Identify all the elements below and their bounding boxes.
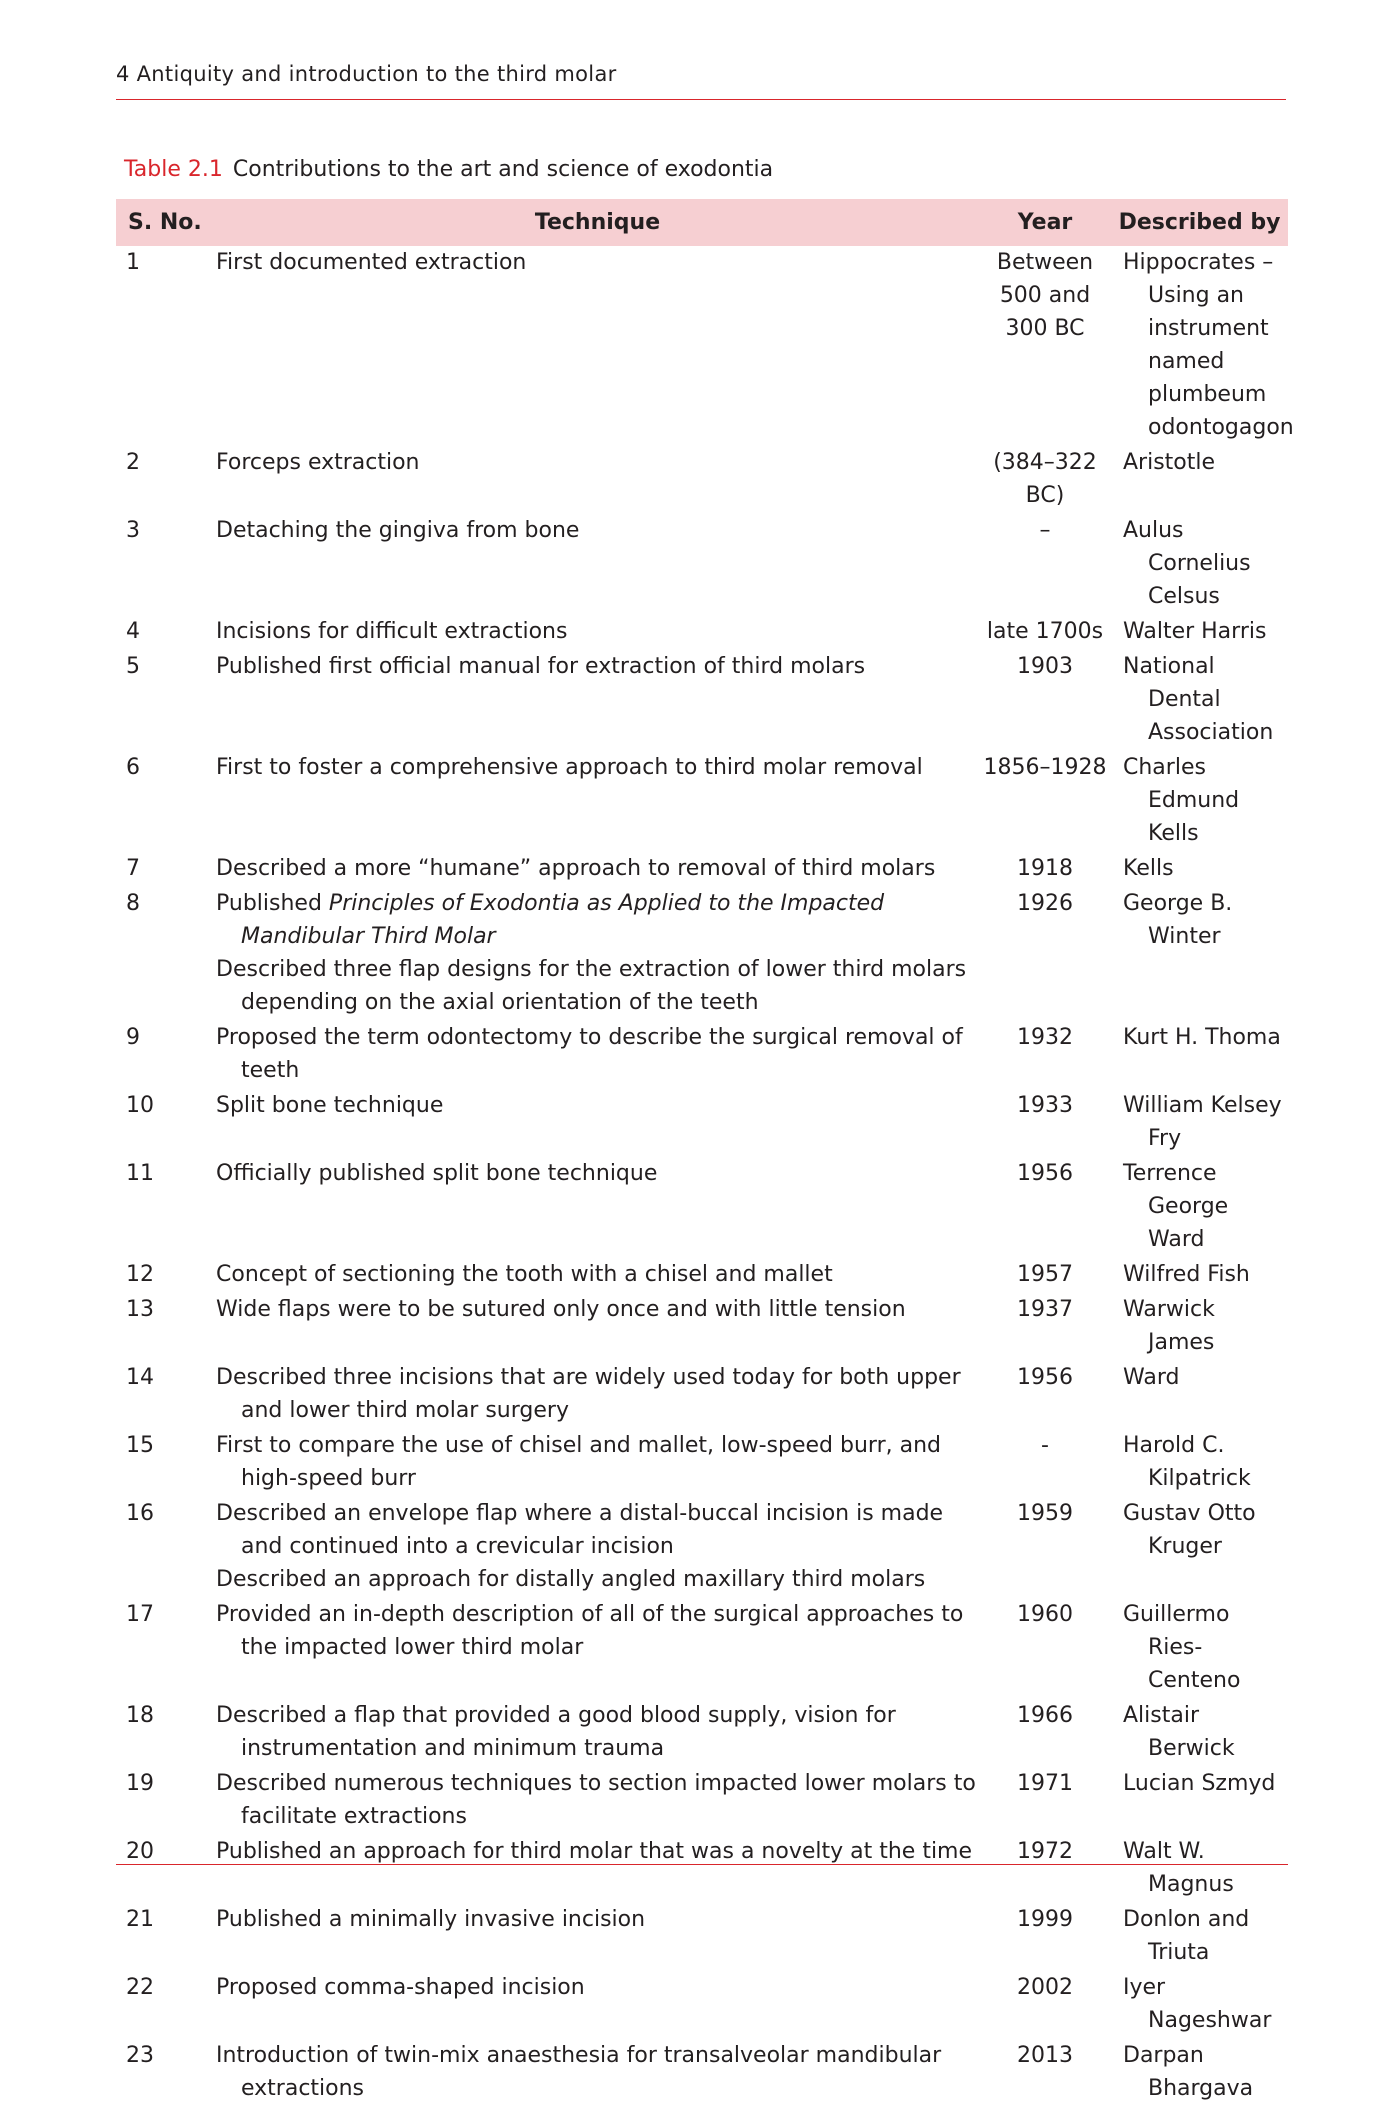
technique-text: Published a minimally invasive incision	[216, 1907, 646, 1932]
technique-text: Concept of sectioning the tooth with a chisel and mallet	[216, 1262, 833, 1287]
described-by-text: Walt W. Magnus	[1123, 1839, 1234, 1897]
table-row	[116, 1429, 1288, 1497]
described-by-cell	[1111, 1021, 1288, 1089]
year-cell: 1932	[1017, 1025, 1073, 1050]
described-by-text: Alistair Berwick	[1123, 1703, 1235, 1761]
described-by-cell	[1111, 1835, 1288, 1903]
technique-cell	[216, 246, 979, 446]
technique-text: Forceps extraction	[216, 450, 420, 475]
technique-cell	[216, 446, 979, 514]
technique-text: Described three incisions that are widely used today for both upper and lower third molar surgery	[216, 1365, 961, 1423]
table-row	[116, 650, 1288, 751]
row-number: 17	[126, 1602, 154, 1627]
described-by-cell	[1111, 615, 1288, 650]
described-by-text: Wilfred Fish	[1123, 1262, 1250, 1287]
row-number: 21	[126, 1907, 154, 1932]
described-by-text: Iyer Nageshwar	[1123, 1975, 1272, 2033]
described-by-cell	[1111, 887, 1288, 1021]
technique-text: Described an approach for distally angled maxillary third molars	[216, 1567, 926, 1592]
described-by-cell	[1111, 1971, 1288, 2039]
table-row	[116, 852, 1288, 887]
described-by-cell	[1111, 514, 1288, 615]
book-title: Principles of Exodontia as Applied to the Impacted Mandibular Third Molar	[241, 891, 885, 949]
described-by-cell	[1111, 446, 1288, 514]
technique-text: Detaching the gingiva from bone	[216, 518, 580, 543]
described-by-cell	[1111, 650, 1288, 751]
row-number: 10	[126, 1093, 154, 1118]
header-rule	[116, 99, 1286, 100]
year-cell: 1933	[1017, 1093, 1073, 1118]
technique-cell	[216, 1429, 979, 1497]
table-row	[116, 1699, 1288, 1767]
technique-cell	[216, 1971, 979, 2039]
row-number: 3	[126, 518, 140, 543]
year-cell: 1959	[1017, 1501, 1073, 1526]
table-row	[116, 751, 1288, 852]
technique-text: First documented extraction	[216, 250, 527, 275]
technique-cell	[216, 1835, 979, 1903]
described-by-text: Terrence George Ward	[1123, 1161, 1229, 1252]
row-number: 23	[126, 2043, 154, 2068]
described-by-text: Aristotle	[1123, 450, 1216, 475]
year-cell: 1972	[1017, 1839, 1073, 1864]
year-cell: 1966	[1017, 1703, 1073, 1728]
technique-cell	[216, 514, 979, 615]
row-number: 22	[126, 1975, 154, 2000]
table-row	[116, 514, 1288, 615]
described-by-cell	[1111, 1157, 1288, 1258]
table-row	[116, 1835, 1288, 1903]
table-row	[116, 1089, 1288, 1157]
year-cell: 1956	[1017, 1161, 1073, 1186]
year-cell: 1960	[1017, 1602, 1073, 1627]
described-by-cell	[1111, 246, 1294, 446]
technique-text: First to foster a comprehensive approach to third molar removal	[216, 755, 923, 780]
described-by-cell	[1111, 1089, 1288, 1157]
technique-cell	[216, 650, 979, 751]
technique-cell	[216, 1497, 979, 1598]
technique-cell	[216, 1157, 979, 1258]
technique-cell	[216, 1258, 979, 1293]
row-number: 7	[126, 856, 140, 881]
described-by-text: Guillermo Ries-Centeno	[1123, 1602, 1241, 1693]
technique-cell	[216, 1021, 979, 1089]
described-by-text: Gustav Otto Kruger	[1123, 1501, 1256, 1559]
described-by-cell	[1111, 1598, 1288, 1699]
table-row	[116, 615, 1288, 650]
row-number: 19	[126, 1771, 154, 1796]
year-cell: 1999	[1017, 1907, 1073, 1932]
table-label: Table 2.1	[124, 157, 223, 182]
row-number: 5	[126, 654, 140, 679]
technique-cell	[216, 1293, 979, 1361]
row-number: 11	[126, 1161, 154, 1186]
technique-cell	[216, 1767, 979, 1835]
table-row	[116, 1903, 1288, 1971]
technique-text: Proposed comma-shaped incision	[216, 1975, 585, 2000]
described-by-text: National Dental Association	[1123, 654, 1274, 745]
row-number: 4	[126, 619, 140, 644]
year-cell: 1956	[1017, 1365, 1073, 1390]
described-by-text: William Kelsey Fry	[1123, 1093, 1282, 1151]
described-by-text: Kurt H. Thoma	[1123, 1025, 1281, 1050]
row-number: 18	[126, 1703, 154, 1728]
technique-cell	[216, 615, 979, 650]
year-cell: 2013	[1017, 2043, 1073, 2068]
described-by-text: Donlon and Triuta	[1123, 1907, 1250, 1965]
described-by-text: Lucian Szmyd	[1123, 1771, 1276, 1796]
described-by-cell	[1111, 1699, 1288, 1767]
table-title: Contributions to the art and science of exodontia	[232, 157, 774, 182]
row-number: 16	[126, 1501, 154, 1526]
technique-text: First to compare the use of chisel and mallet, low-speed burr, and high-speed burr	[216, 1433, 941, 1491]
technique-text: Officially published split bone technique	[216, 1161, 658, 1186]
table-row	[116, 446, 1288, 514]
described-by-text: Aulus Cornelius Celsus	[1123, 518, 1251, 609]
technique-text: Described numerous techniques to section impacted lower molars to facilitate extractions	[216, 1771, 976, 1829]
table-row	[116, 1497, 1288, 1598]
column-header-technique: Technique	[216, 199, 979, 246]
described-by-cell	[1111, 751, 1288, 852]
technique-text: Wide flaps were to be sutured only once and with little tension	[216, 1297, 906, 1322]
table-row	[116, 1971, 1288, 2039]
row-number: 20	[126, 1839, 154, 1864]
described-by-cell	[1111, 2039, 1288, 2107]
year-cell: late 1700s	[986, 619, 1104, 644]
technique-prefix: Published	[216, 891, 329, 916]
year-cell: -	[1041, 1433, 1049, 1458]
described-by-text: Hippocrates – Using an instrument named plumbeum odontogagon	[1123, 250, 1294, 440]
table-row	[116, 1361, 1288, 1429]
technique-cell	[216, 1361, 979, 1429]
column-header-described-by: Described by	[1111, 199, 1288, 246]
technique-text: Described an envelope flap where a distal-buccal incision is made and continued into a crevicular incision	[216, 1501, 944, 1559]
year-cell: 1971	[1017, 1771, 1073, 1796]
described-by-text: Darpan Bhargava	[1123, 2043, 1254, 2101]
contributions-table	[116, 199, 1294, 2107]
row-number: 8	[126, 891, 140, 916]
table-row	[116, 2039, 1288, 2107]
technique-text: Provided an in-depth description of all of the surgical approaches to the impacted lower third molar	[216, 1602, 964, 1660]
row-number: 14	[126, 1365, 154, 1390]
technique-cell	[216, 1089, 979, 1157]
described-by-cell	[1111, 1429, 1288, 1497]
described-by-text: Ward	[1123, 1365, 1180, 1390]
described-by-text: Charles Edmund Kells	[1123, 755, 1240, 846]
table-row	[116, 1157, 1288, 1258]
column-header-sno: S. No.	[116, 199, 216, 246]
year-cell: 1918	[1017, 856, 1073, 881]
technique-text: Described a more “humane” approach to removal of third molars	[216, 856, 936, 881]
technique-text: Published an approach for third molar that was a novelty at the time	[216, 1839, 973, 1864]
technique-cell	[216, 751, 979, 852]
described-by-cell	[1111, 852, 1288, 887]
row-number: 13	[126, 1297, 154, 1322]
technique-text: Proposed the term odontectomy to describe the surgical removal of teeth	[216, 1025, 963, 1083]
technique-text	[216, 887, 979, 953]
table-row	[116, 1767, 1288, 1835]
technique-text: Incisions for difficult extractions	[216, 619, 568, 644]
described-by-cell	[1111, 1903, 1288, 1971]
table-row	[116, 246, 1288, 446]
table-bottom-rule	[116, 1864, 1288, 1865]
described-by-text: Walter Harris	[1123, 619, 1267, 644]
year-cell: 1937	[1017, 1297, 1073, 1322]
table-caption	[124, 157, 773, 182]
row-number: 6	[126, 755, 140, 780]
running-head: 4 Antiquity and introduction to the third molar	[116, 62, 617, 86]
row-number: 12	[126, 1262, 154, 1287]
described-by-text: Harold C. Kilpatrick	[1123, 1433, 1251, 1491]
technique-text: Introduction of twin-mix anaesthesia for transalveolar mandibular extractions	[216, 2043, 942, 2101]
table-row	[116, 1598, 1288, 1699]
year-cell: Between 500 and 300 BC	[996, 250, 1094, 341]
row-number: 15	[126, 1433, 154, 1458]
year-cell: (384–322 BC)	[993, 450, 1097, 508]
table-row	[116, 1293, 1288, 1361]
table-body	[116, 246, 1294, 2107]
described-by-text: George B. Winter	[1123, 891, 1233, 949]
described-by-cell	[1111, 1361, 1288, 1429]
year-cell: 1903	[1017, 654, 1073, 679]
technique-cell	[216, 2039, 979, 2107]
described-by-cell	[1111, 1767, 1288, 1835]
table-container	[116, 199, 1294, 2107]
technique-cell	[216, 887, 979, 1021]
technique-text: Described a flap that provided a good blood supply, vision for instrumentation and minimum trauma	[216, 1703, 896, 1761]
year-cell: 1926	[1017, 891, 1073, 916]
row-number: 2	[126, 450, 140, 475]
described-by-cell	[1111, 1293, 1288, 1361]
described-by-text: Warwick James	[1123, 1297, 1215, 1355]
technique-cell	[216, 1903, 979, 1971]
row-number: 1	[126, 250, 140, 275]
technique-text: Described three flap designs for the extraction of lower third molars depending on the axial orientation of the teeth	[216, 957, 967, 1015]
described-by-cell	[1111, 1258, 1288, 1293]
row-number: 9	[126, 1025, 140, 1050]
table-row	[116, 887, 1288, 1021]
column-header-year: Year	[979, 199, 1111, 246]
table-header-row	[116, 199, 1288, 246]
table-row	[116, 1258, 1288, 1293]
technique-text: Split bone technique	[216, 1093, 444, 1118]
year-cell: 1957	[1017, 1262, 1073, 1287]
described-by-cell	[1111, 1497, 1288, 1598]
table-row	[116, 1021, 1288, 1089]
technique-text: Published first official manual for extraction of third molars	[216, 654, 866, 679]
year-cell: –	[1039, 518, 1051, 543]
technique-cell	[216, 1598, 979, 1699]
year-cell: 1856–1928	[983, 755, 1107, 780]
technique-cell	[216, 852, 979, 887]
described-by-text: Kells	[1123, 856, 1174, 881]
technique-cell	[216, 1699, 979, 1767]
year-cell: 2002	[1017, 1975, 1073, 2000]
